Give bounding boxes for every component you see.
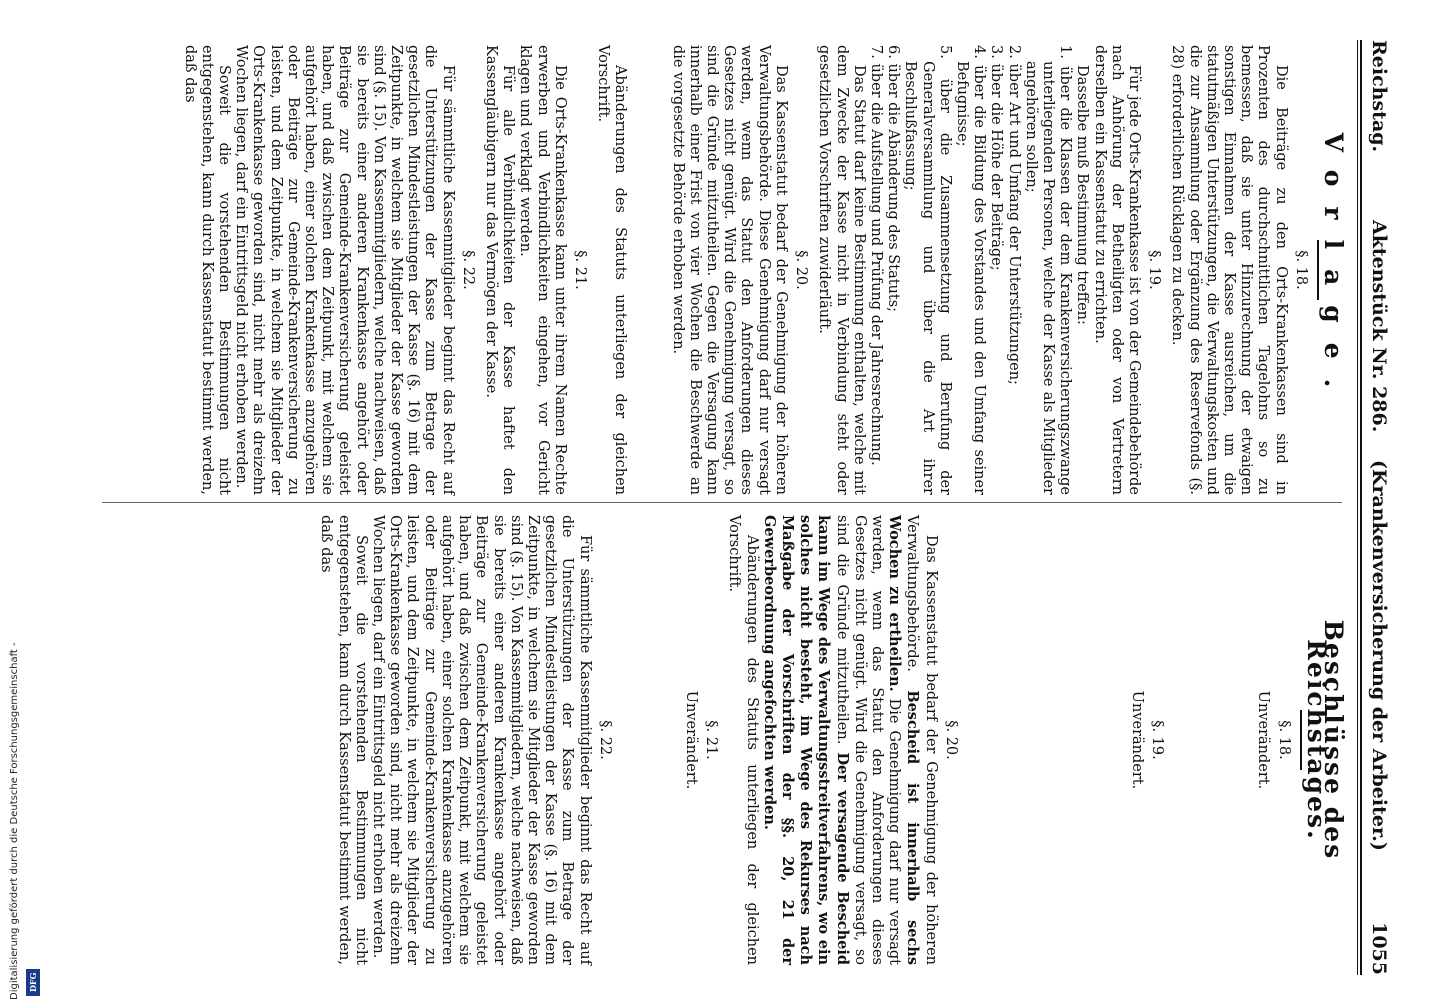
paragraph: Die Orts-Krankenkasse kann unter ihrem Namen Rechte erwerben und Verbindlichkeiten eingehen, vor Gericht klagen und verklagt werden.	[517, 45, 568, 495]
section-heading: §. 21.	[572, 250, 589, 290]
paragraph-text: Die Genehmigung darf nur versagt werden, wenn das Statut den Anforderungen dieses Gesetzes nicht genügt. Wird die Genehmigung versagt, so sind die Gründe mitzutheilen.	[833, 515, 903, 965]
paragraph-text: Das Kassenstatut bedarf der Genehmigung der höheren Verwaltungsbehörde.	[904, 515, 939, 965]
paragraph: Für alle Verbindlichkeiten der Kasse haftet den Kassengläubigern nur das Vermögen der Kasse.	[483, 45, 517, 495]
right-column-beschluesse	[87, 515, 1348, 966]
list-item: 2. über Art und Umfang der Unterstützungen;	[1005, 45, 1022, 385]
section-heading: §. 19.	[1146, 250, 1163, 290]
header-aktenstueck: Aktenstück Nr. 286.	[1368, 220, 1390, 433]
left-column-title: Vorlage.	[1319, 132, 1348, 408]
list-item: 1. über die Klassen der dem Krankenversicherungszwange unterliegenden Personen, welche der Kasse als Mitglieder angehören sollen;	[1022, 45, 1074, 495]
paragraph-bold-text: Der versagende Bescheid kann im Wege des Verwaltungsstreitverfahrens, wo ein solches nicht besteht, im Wege des Rekurses nach Maßgabe der Vorschriften der §§. 20, 21 der Gewerbeordnung angefochten werden.	[760, 515, 851, 966]
paragraph: Die Beiträge zu den Orts-Krankenkassen sind in Prozenten des durchschnittlichen Tagelohns so zu bemessen, daß sie unter Hinzurechnung der etwaigen sonstigen Einnahmen der Kasse ausreichen, um die statutmäßigen Unterstützungen, die Verwaltungskosten und die zur Ansammlung oder Ergänzung des Reservefonds (§. 28) erforderlichen Rücklagen zu decken.	[1169, 45, 1289, 495]
paragraph: Soweit die vorstehenden Bestimmungen nicht entgegenstehen, kann durch Kassenstatut bestimmt werden, daß das	[318, 515, 369, 965]
left-column-vorlage	[87, 45, 1348, 495]
section-heading: §. 22.	[459, 250, 476, 290]
right-column-title: Beschlüsse des Reichstages.	[1301, 619, 1348, 861]
header-reichstag: Reichstag.	[1368, 40, 1390, 153]
paragraph: Das Kassenstatut bedarf der Genehmigung der höheren Verwaltungsbehörde. Diese Genehmigung darf nur versagt werden, wenn das Statut den Anforderungen dieses Gesetzes nicht genügt. Wird die Genehmigung versagt, so sind die Gründe mitzutheilen. Gegen die Versagung kann innerhalb einer Frist von vier Wochen die Beschwerde an die vorgesetzte Behörde erhoben werden.	[669, 45, 789, 495]
list-item: 5. über die Zusammensetzung und Berufung der Generalversammlung und über die Art ihrer Beschlußfassung;	[902, 45, 953, 495]
section-heading: §. 18.	[1292, 250, 1309, 290]
header-subject: (Krankenversicherung der Arbeiter.)	[1368, 460, 1390, 851]
credit-text: Digitalisierung gefördert durch die Deutsche Forschungsgemeinschaft -	[9, 642, 20, 1000]
paragraph: Für sämmtliche Kassenmitglieder beginnt das Recht auf die Unterstützungen der Kasse zum Betrage der gesetzlichen Mindestleistungen der Kasse (§. 16) mit dem Zeitpunkte, in welchem sie Mitglieder der Kasse geworden sind (§. 15). Von Kassenmitgliedern, welche nachweisen, daß sie bereits einer anderen Krankenkasse angehört oder Beiträge zur Gemeinde-Krankenversicherung geleistet haben, und daß zwischen dem Zeitpunkt, mit welchem sie aufgehört haben, einer solchen Krankenkasse anzugehören oder Beiträge zur Gemeinde-Krankenversicherung zu leisten, und dem Zeitpunkte, in welchem sie Mitglieder der Orts-Krankenkasse geworden sind, nicht mehr als dreizehn Wochen liegen, darf ein Eintrittsgeld nicht erhoben werden.	[370, 515, 593, 965]
list-item: 4. über die Bildung des Vorstandes und den Umfang seiner Befugnisse;	[953, 45, 988, 495]
section-heading: §. 20.	[942, 720, 959, 760]
list-item: 7. über die Aufstellung und Prüfung der Jahresrechnung.	[867, 45, 884, 466]
unchanged-note: Unverändert.	[1255, 690, 1272, 790]
paragraph: Für sämmtliche Kassenmitglieder beginnt das Recht auf die Unterstützungen der Kasse zum Betrage der gesetzlichen Mindestleistungen der Kasse (§. 16) mit dem Zeitpunkte, in welchem sie Mitglieder der Kasse geworden sind (§. 15). Von Kassenmitgliedern, welche nachweisen, daß sie bereits einer anderen Krankenkasse angehört oder Beiträge zur Gemeinde-Krankenversicherung geleistet haben, und daß zwischen dem Zeitpunkt, mit welchem sie aufgehört haben, einer solchen Krankenkasse anzugehören oder Beiträge zur Gemeinde-Krankenversicherung zu leisten, und dem Zeitpunkte, in welchem sie Mitglieder der Orts-Krankenkasse geworden sind, nicht mehr als dreizehn Wochen liegen, darf ein Eintrittsgeld nicht erhoben werden.	[233, 45, 456, 495]
paragraph: Dasselbe muß Bestimmung treffen:	[1074, 65, 1091, 325]
paragraph: Das Statut darf keine Bestimmung enthalten, welche mit dem Zwecke der Kasse nicht in Verbindung steht oder gesetzlichen Vorschriften zuwiderläuft.	[816, 45, 867, 495]
section-heading: §. 18.	[1275, 720, 1292, 760]
section-heading: §. 20.	[793, 250, 810, 290]
paragraph: Abänderungen des Statuts unterliegen der gleichen Vorschrift.	[726, 515, 760, 965]
paragraph: Soweit die vorstehenden Bestimmungen nicht entgegenstehen, kann durch Kassenstatut bestimmt werden, daß das	[181, 45, 233, 495]
unchanged-note: Unverändert.	[1128, 690, 1145, 790]
header-page-number: 1055	[1368, 922, 1390, 975]
paragraph: Abänderungen des Statuts unterliegen der gleichen Vorschrift.	[595, 45, 629, 495]
header-rule-thin	[1357, 40, 1358, 975]
list-item: 3. über die Höhe der Beiträge;	[988, 45, 1005, 271]
paragraph	[760, 515, 939, 965]
header-rule	[1360, 40, 1362, 975]
list-item: 6. über die Abänderung des Statuts;	[885, 45, 902, 313]
paragraph-bold-text: Bescheid ist innerhalb sechs Wochen zu ertheilen.	[886, 515, 922, 965]
column-divider	[102, 502, 1342, 503]
paragraph: Für jede Orts-Krankenkasse ist von der Gemeindebehörde nach Anhörung der Betheiligten oder von Vertretern derselben ein Kassenstatut zu errichten.	[1091, 45, 1142, 495]
dfg-logo: DFG	[26, 969, 40, 996]
unchanged-note: Unverändert.	[682, 690, 699, 790]
section-heading: §. 21.	[703, 720, 720, 760]
section-heading: §. 22.	[596, 720, 613, 760]
section-heading: §. 19.	[1149, 720, 1166, 760]
